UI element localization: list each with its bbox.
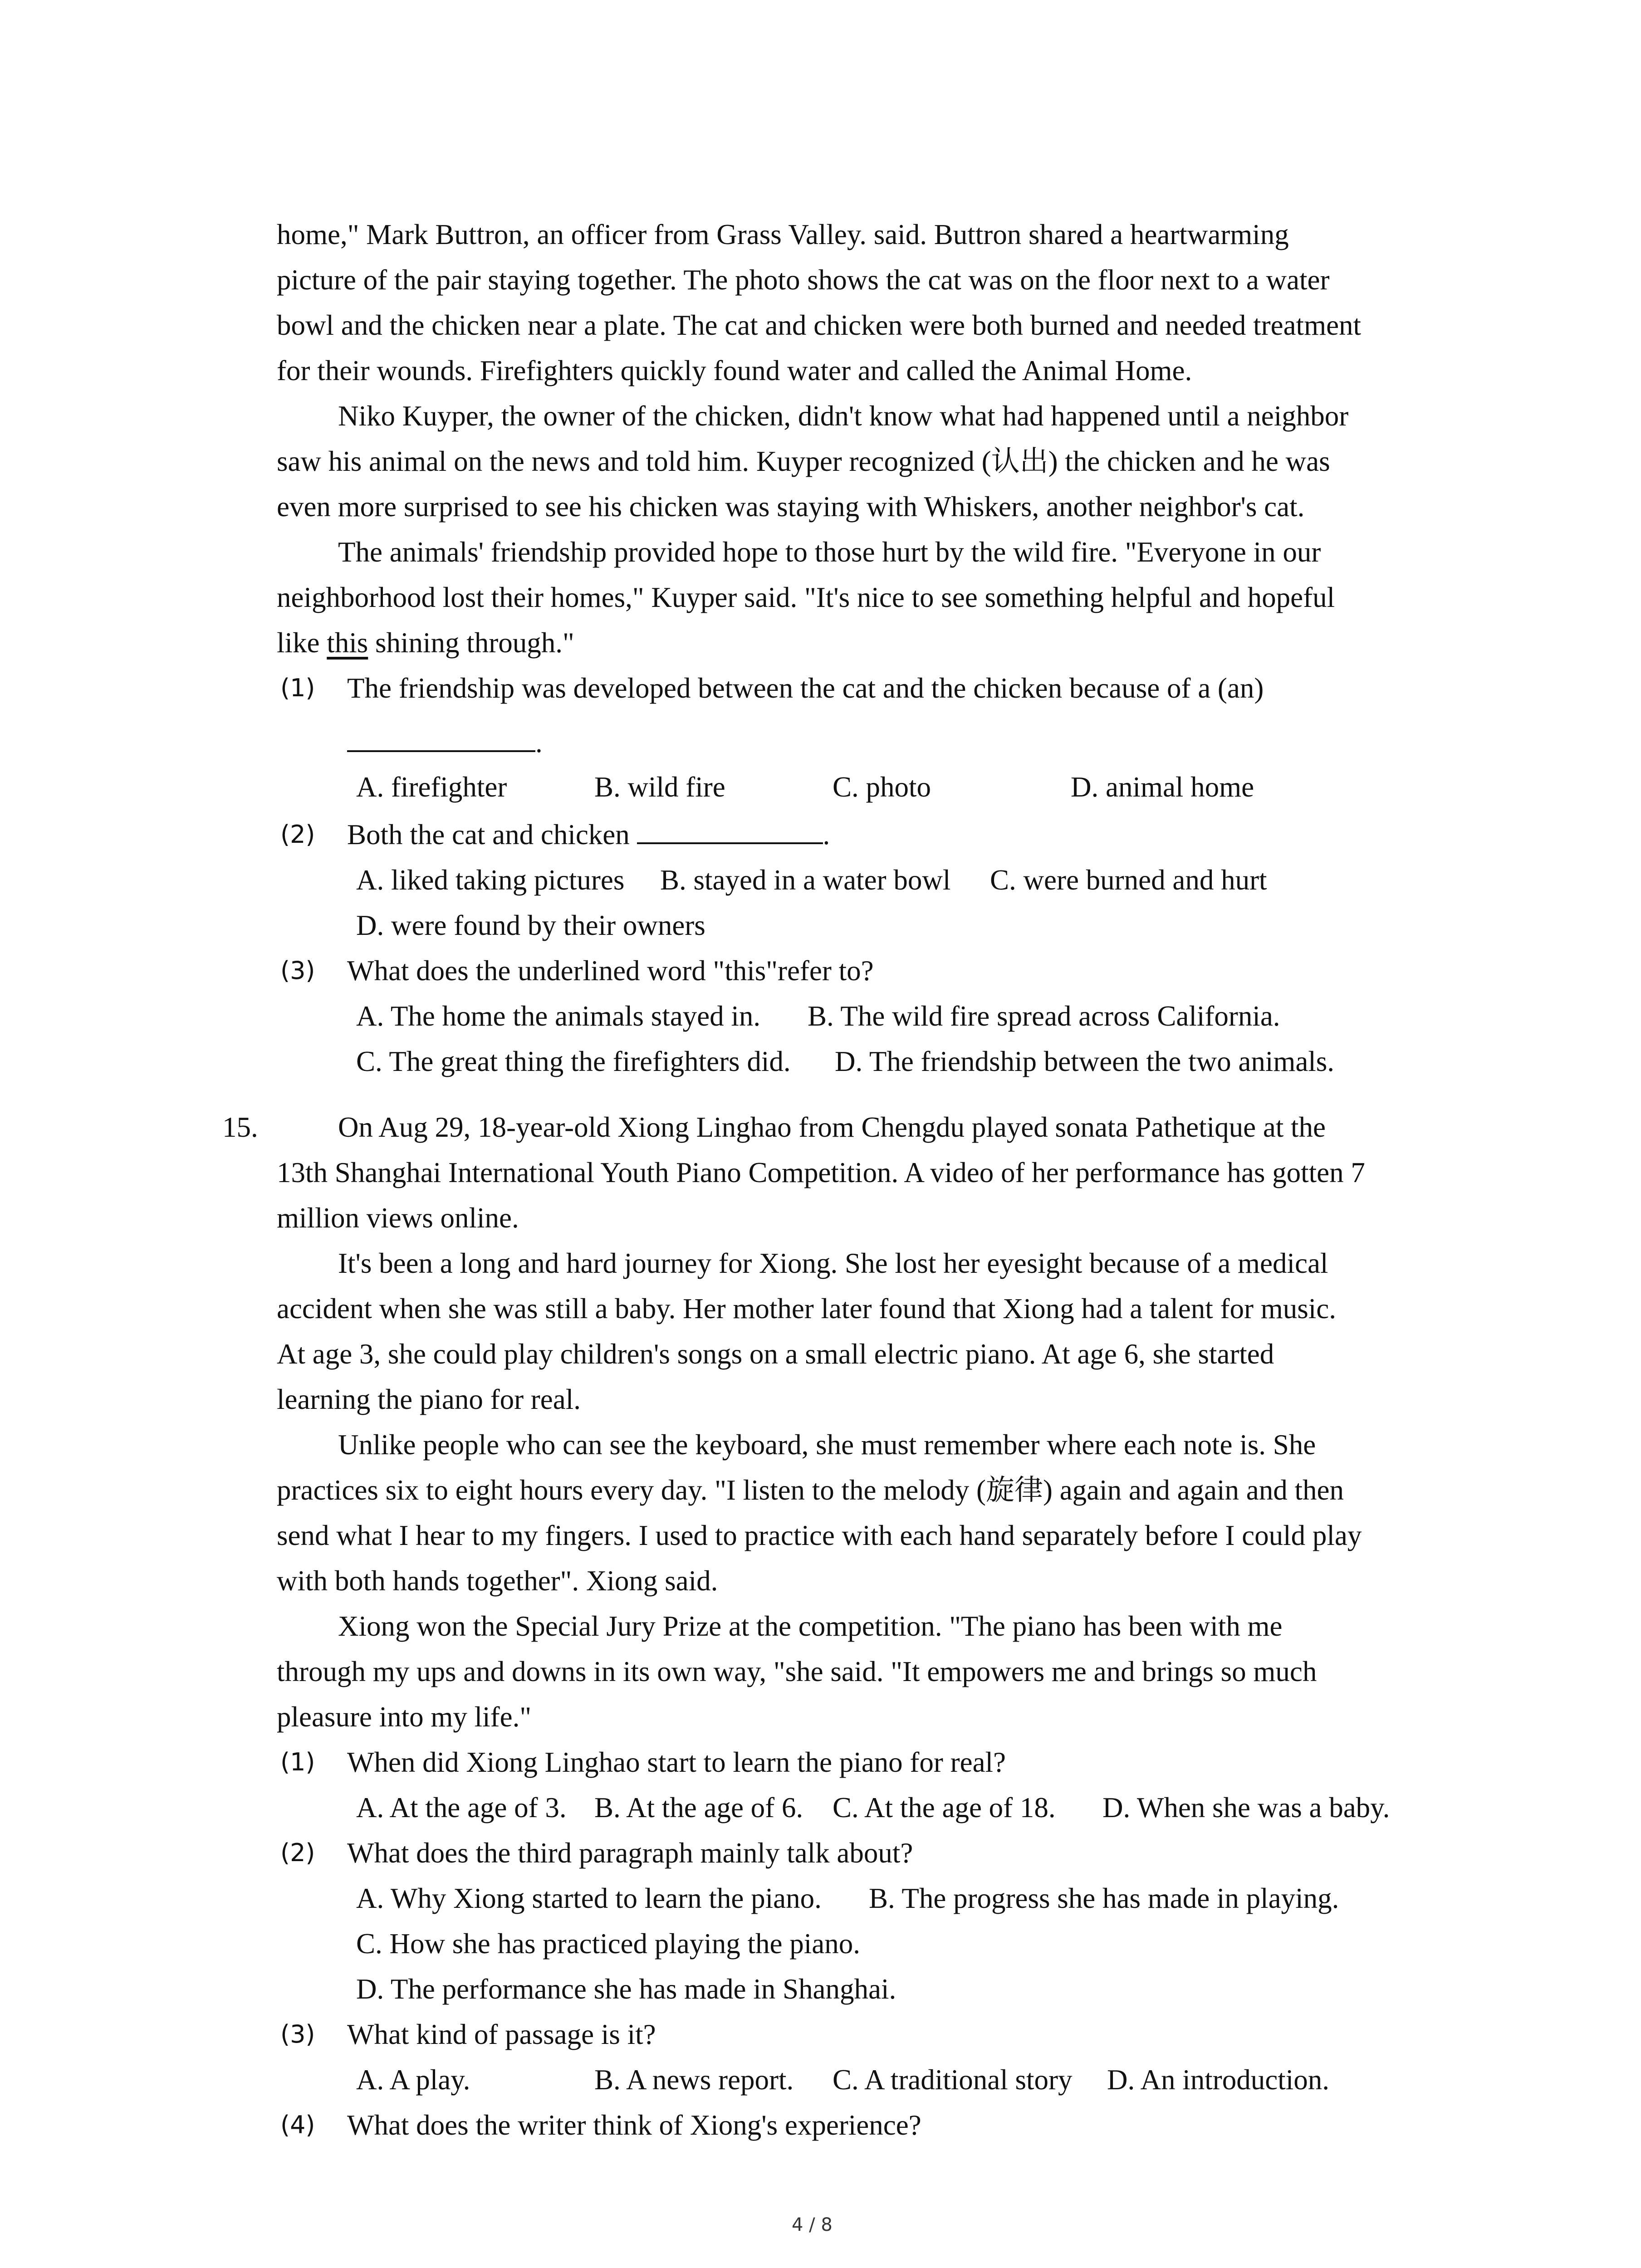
- p15-para3-line2: practices six to eight hours every day. "I listen to the melody (旋律) again and again and then: [277, 1474, 1344, 1506]
- p15-para2-line4: learning the piano for real.: [277, 1383, 581, 1415]
- p14-para1-line3: bowl and the chicken near a plate. The cat and chicken were both burned and needed treatment: [277, 309, 1362, 341]
- p15-para2-line2: accident when she was still a baby. Her mother later found that Xiong had a talent for music.: [277, 1293, 1336, 1325]
- q14-2-stem: [347, 814, 830, 855]
- q15-1-option-d[interactable]: D. When she was a baby.: [1102, 1792, 1390, 1823]
- q14-2-option-d[interactable]: D. were found by their owners: [356, 909, 705, 941]
- p14-para1-line4: for their wounds. Firefighters quickly found water and called the Animal Home.: [277, 355, 1192, 386]
- q14-1-stem-tail: [347, 722, 543, 763]
- p14-para3-line1: The animals' friendship provided hope to those hurt by the wild fire. "Everyone in our: [338, 536, 1321, 568]
- p14-para2-line1: Niko Kuyper, the owner of the chicken, didn't know what had happened until a neighbor: [338, 400, 1349, 432]
- q14-1-option-a[interactable]: A. firefighter: [356, 771, 507, 803]
- p14-para2-line2: saw his animal on the news and told him. Kuyper recognized (认出) the chicken and he was: [277, 445, 1330, 477]
- q14-1-period: .: [535, 727, 543, 758]
- q15-3-number: (3): [280, 2020, 315, 2048]
- underlined-word-this: this: [327, 627, 368, 659]
- q14-1-number: (1): [280, 674, 315, 702]
- p15-para1-line3: million views online.: [277, 1202, 519, 1234]
- p15-para4-line1: Xiong won the Special Jury Prize at the competition. "The piano has been with me: [338, 1610, 1283, 1642]
- q15-3-option-a[interactable]: A. A play.: [356, 2064, 470, 2096]
- p14-para3-line3-post: shining through.": [368, 627, 574, 659]
- q14-1-option-b[interactable]: B. wild fire: [594, 771, 725, 803]
- q14-3-option-a[interactable]: A. The home the animals stayed in.: [356, 1000, 761, 1032]
- p15-para1-line1: On Aug 29, 18-year-old Xiong Linghao from Chengdu played sonata Pathetique at the: [338, 1111, 1326, 1143]
- p15-para3-line4: with both hands together". Xiong said.: [277, 1565, 718, 1597]
- p14-para1-line2: picture of the pair staying together. The photo shows the cat was on the floor next to a water: [277, 264, 1330, 296]
- q15-2-option-a[interactable]: A. Why Xiong started to learn the piano.: [356, 1882, 822, 1914]
- q14-3-number: (3): [280, 956, 315, 985]
- p15-para2-line3: At age 3, she could play children's songs on a small electric piano. At age 6, she started: [277, 1338, 1274, 1370]
- q15-3-option-b[interactable]: B. A news report.: [594, 2064, 794, 2096]
- q14-1-stem: The friendship was developed between the cat and the chicken because of a (an): [347, 672, 1264, 704]
- q15-1-option-a[interactable]: A. At the age of 3.: [356, 1792, 567, 1823]
- passage-15-number: 15.: [222, 1111, 258, 1143]
- q15-3-stem: What kind of passage is it?: [347, 2019, 656, 2050]
- p14-para1-line1: home," Mark Buttron, an officer from Grass Valley. said. Buttron shared a heartwarming: [277, 219, 1289, 250]
- q14-2-stem-text: Both the cat and chicken: [347, 819, 637, 850]
- q15-2-option-d[interactable]: D. The performance she has made in Shanghai.: [356, 1973, 896, 2005]
- q15-2-stem: What does the third paragraph mainly talk about?: [347, 1837, 913, 1869]
- p15-para4-line2: through my ups and downs in its own way, "she said. "It empowers me and brings so much: [277, 1656, 1317, 1687]
- q14-1-option-c[interactable]: C. photo: [833, 771, 931, 803]
- q15-3-option-c[interactable]: C. A traditional story: [833, 2064, 1073, 2096]
- q14-3-option-c[interactable]: C. The great thing the firefighters did.: [356, 1046, 791, 1077]
- q14-2-option-b[interactable]: B. stayed in a water bowl: [660, 864, 951, 896]
- q14-3-option-b[interactable]: B. The wild fire spread across California.: [808, 1000, 1280, 1032]
- p14-para3-line3: [277, 622, 574, 663]
- q15-4-stem: What does the writer think of Xiong's experience?: [347, 2109, 921, 2141]
- p15-para3-line1: Unlike people who can see the keyboard, she must remember where each note is. She: [338, 1429, 1316, 1461]
- answer-blank[interactable]: [637, 820, 823, 844]
- q15-1-option-c[interactable]: C. At the age of 18.: [833, 1792, 1056, 1823]
- p14-para2-line3: even more surprised to see his chicken was staying with Whiskers, another neighbor's cat.: [277, 491, 1305, 523]
- q15-2-option-b[interactable]: B. The progress she has made in playing.: [869, 1882, 1339, 1914]
- q14-3-stem: What does the underlined word "this"refer to?: [347, 955, 874, 987]
- p15-para4-line3: pleasure into my life.": [277, 1701, 532, 1733]
- q15-4-number: (4): [280, 2111, 315, 2139]
- q14-2-number: (2): [280, 820, 315, 849]
- q15-3-option-d[interactable]: D. An introduction.: [1107, 2064, 1329, 2096]
- p14-para3-line2: neighborhood lost their homes," Kuyper said. "It's nice to see something helpful and hopeful: [277, 582, 1335, 613]
- q15-2-number: (2): [280, 1838, 315, 1867]
- page-number: 4 / 8: [792, 2214, 833, 2235]
- p15-para1-line2: 13th Shanghai International Youth Piano Competition. A video of her performance has gotten 7: [277, 1157, 1365, 1188]
- p14-para3-line3-pre: like: [277, 627, 327, 659]
- p15-para3-line3: send what I hear to my fingers. I used to practice with each hand separately before I could play: [277, 1520, 1362, 1551]
- q14-3-option-d[interactable]: D. The friendship between the two animals.: [835, 1046, 1335, 1077]
- p15-para2-line1: It's been a long and hard journey for Xiong. She lost her eyesight because of a medical: [338, 1247, 1328, 1279]
- q15-1-stem: When did Xiong Linghao start to learn the piano for real?: [347, 1746, 1006, 1778]
- answer-blank[interactable]: [347, 728, 535, 752]
- q15-2-option-c[interactable]: C. How she has practiced playing the piano.: [356, 1928, 860, 1960]
- q15-1-number: (1): [280, 1748, 315, 1776]
- q14-2-option-a[interactable]: A. liked taking pictures: [356, 864, 625, 896]
- q14-2-option-c[interactable]: C. were burned and hurt: [990, 864, 1267, 896]
- q15-1-option-b[interactable]: B. At the age of 6.: [594, 1792, 803, 1823]
- q14-2-period: .: [823, 819, 830, 850]
- q14-1-option-d[interactable]: D. animal home: [1071, 771, 1254, 803]
